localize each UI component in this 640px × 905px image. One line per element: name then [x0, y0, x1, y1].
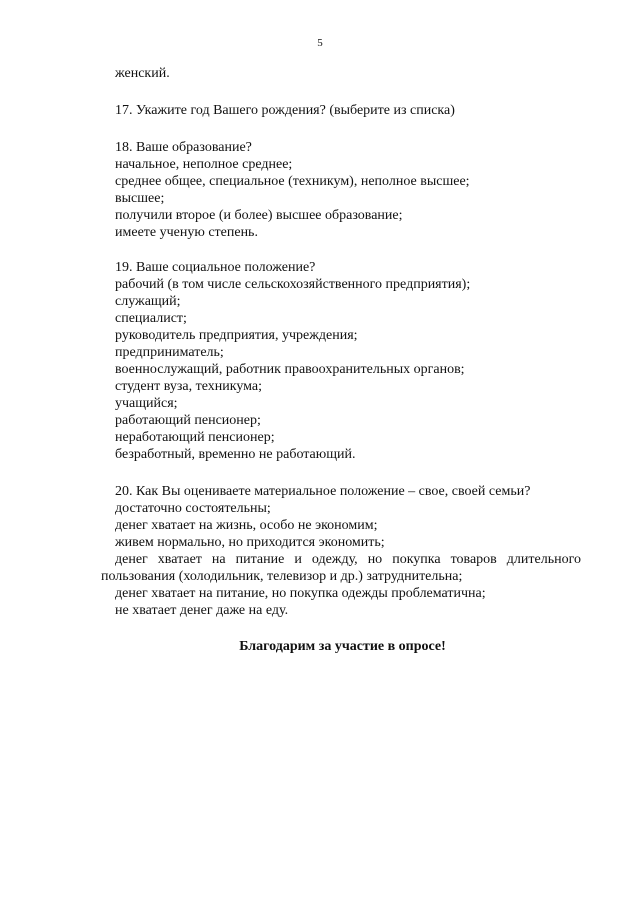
q19-option: руководитель предприятия, учреждения;	[115, 328, 358, 343]
q19-option: неработающий пенсионер;	[115, 430, 275, 445]
question-18-title: 18. Ваше образование?	[115, 140, 252, 155]
question-19-title: 19. Ваше социальное положение?	[115, 260, 316, 275]
q19-option: военнослужащий, работник правоохранительных органов;	[115, 362, 465, 377]
q19-option: работающий пенсионер;	[115, 413, 261, 428]
q20-option: денег хватает на жизнь, особо не экономим;	[115, 518, 378, 533]
q18-option: имеете ученую степень.	[115, 225, 258, 240]
q20-option-justified	[101, 551, 581, 568]
q19-option: безработный, временно не работающий.	[115, 447, 356, 462]
q18-option: получили второе (и более) высшее образование;	[115, 208, 403, 223]
page-number: 5	[317, 37, 323, 49]
q20-option: не хватает денег даже на еду.	[115, 603, 289, 618]
q19-option: специалист;	[115, 311, 187, 326]
q19-option: студент вуза, техникума;	[115, 379, 263, 394]
q19-option: учащийся;	[115, 396, 178, 411]
question-17: 17. Укажите год Вашего рождения? (выберите из списка)	[115, 103, 455, 118]
q19-option: рабочий (в том числе сельскохозяйственного предприятия);	[115, 277, 471, 292]
q20-option-continuation: пользования (холодильник, телевизор и др.) затруднительна;	[101, 569, 463, 584]
q20-option: денег хватает на питание и одежду, но покупка товаров длительного	[115, 552, 581, 567]
q20-option: достаточно состоятельны;	[115, 501, 271, 516]
q20-option: денег хватает на питание, но покупка одежды проблематична;	[115, 586, 486, 601]
q19-option: предприниматель;	[115, 345, 224, 360]
q19-option: служащий;	[115, 294, 181, 309]
closing-thanks: Благодарим за участие в опросе!	[239, 639, 446, 654]
q18-option: высшее;	[115, 191, 165, 206]
q18-option: начальное, неполное среднее;	[115, 157, 293, 172]
intro-tail: женский.	[115, 66, 170, 81]
q18-option: среднее общее, специальное (техникум), неполное высшее;	[115, 174, 470, 189]
question-20-title: 20. Как Вы оцениваете материальное положение – свое, своей семьи?	[115, 484, 531, 499]
q20-option: живем нормально, но приходится экономить;	[115, 535, 385, 550]
